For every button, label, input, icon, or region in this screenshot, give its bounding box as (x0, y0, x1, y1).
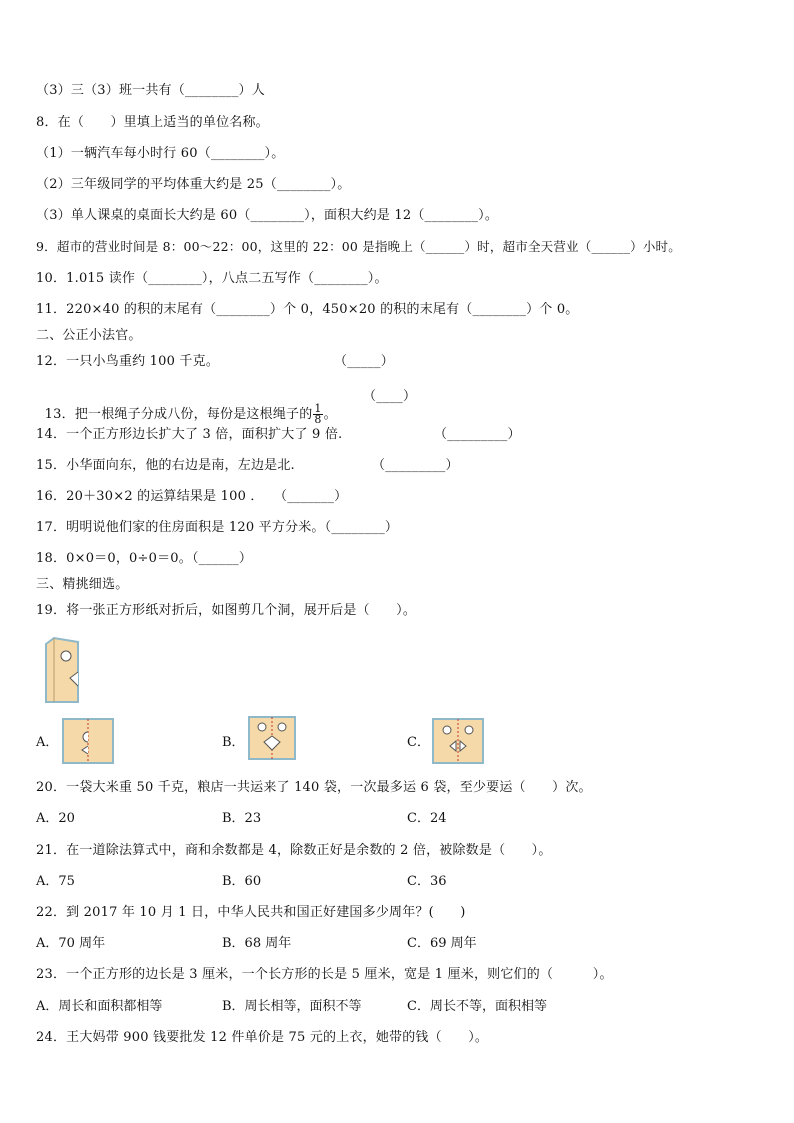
q14-answer-blank: （_________） (434, 427, 521, 442)
q19-option-c[interactable]: C． (407, 735, 430, 750)
q13-text: 13．把一根绳子分成八份，每份是这根绳子的 (44, 407, 313, 422)
folded-paper-figure (44, 636, 82, 704)
q22-option-c[interactable]: C．69 周年 (407, 936, 477, 951)
section-3-heading: 三、精挑细选。 (36, 577, 129, 592)
q21-option-b[interactable]: B．60 (222, 874, 262, 889)
q22-option-b[interactable]: B．68 周年 (222, 936, 292, 951)
q23-option-b[interactable]: B．周长相等，面积不等 (222, 999, 362, 1014)
q19-option-b[interactable]: B． (222, 735, 245, 750)
q21: 21．在一道除法算式中，商和余数都是 4，除数正好是余数的 2 倍，被除数是（ ）。 (36, 843, 552, 858)
q8-stem: 8．在（ ）里填上适当的单位名称。 (36, 115, 269, 130)
q13 (36, 386, 337, 425)
q18: 18．0×0＝0，0÷0＝0。（______） (36, 551, 253, 566)
option-b-unfolded-paper[interactable] (248, 716, 296, 760)
q17: 17．明明说他们家的住房面积是 120 平方分米。（________） (36, 520, 399, 535)
q7-sub3: （3）三（3）班一共有（________）人 (36, 83, 265, 98)
q19: 19．将一张正方形纸对折后，如图剪几个洞，展开后是（ ）。 (36, 603, 417, 618)
q15-answer-blank: （_________） (372, 458, 459, 473)
q16-answer-blank: （_______） (274, 489, 348, 504)
fraction-denominator: 8 (314, 413, 322, 426)
q14: 14．一个正方形边长扩大了 3 倍，面积扩大了 9 倍. (36, 427, 343, 442)
q20-option-a[interactable]: A．20 (36, 811, 75, 826)
q22-option-a[interactable]: A．70 周年 (36, 936, 106, 951)
q8-sub3: （3）单人课桌的桌面长大约是 60（________），面积大约是 12（________）。 (36, 208, 499, 223)
q24: 24．王大妈带 900 钱要批发 12 件单价是 75 元的上衣，她带的钱（ ）。 (36, 1030, 489, 1045)
fraction-numerator: 1 (314, 402, 322, 415)
option-c-unfolded-paper[interactable] (432, 718, 484, 764)
q23-option-c[interactable]: C．周长不等，面积相等 (407, 999, 547, 1014)
q8-sub2: （2）三年级同学的平均体重大约是 25（________）。 (36, 177, 351, 192)
q23: 23．一个正方形的边长是 3 厘米，一个长方形的长是 5 厘米，宽是 1 厘米，则它们的（ ）。 (36, 967, 613, 982)
q11: 11．220×40 的积的末尾有（________）个 0，450×20 的积的末尾有（________）个 0。 (36, 302, 579, 317)
q20-option-b[interactable]: B．23 (222, 811, 262, 826)
q13-answer-blank: （____） (363, 389, 417, 404)
q15: 15．小华面向东，他的右边是南，左边是北. (36, 458, 295, 473)
q9: 9．超市的营业时间是 8：00～22：00，这里的 22：00 是指晚上（______）时，超市全天营业（______）小时。 (36, 239, 681, 254)
q22: 22．到 2017 年 10 月 1 日，中华人民共和国正好建国多少周年？( ) (36, 905, 466, 920)
q16: 16．20＋30×2 的运算结果是 100 ． (36, 489, 264, 504)
q23-option-a[interactable]: A．周长和面积都相等 (36, 999, 163, 1014)
option-a-unfolded-paper[interactable] (62, 718, 114, 764)
q10: 10．1.015 读作（________），八点二五写作（________）。 (36, 271, 388, 286)
q20: 20．一袋大米重 50 千克，粮店一共运来了 140 袋，一次最多运 6 袋，至少要运（ ）次。 (36, 780, 592, 795)
q8-sub1: （1）一辆汽车每小时行 60（________）。 (36, 146, 285, 161)
q13-end: 。 (323, 407, 337, 422)
q12: 12．一只小鸟重约 100 千克。 (36, 354, 220, 369)
q21-option-a[interactable]: A．75 (36, 874, 75, 889)
q20-option-c[interactable]: C．24 (407, 811, 447, 826)
q21-option-c[interactable]: C．36 (407, 874, 447, 889)
q19-option-a[interactable]: A． (36, 735, 59, 750)
section-2-heading: 二、公正小法官。 (36, 328, 142, 343)
q12-answer-blank: （_____） (334, 354, 394, 369)
one-eighth-fraction (313, 404, 322, 425)
